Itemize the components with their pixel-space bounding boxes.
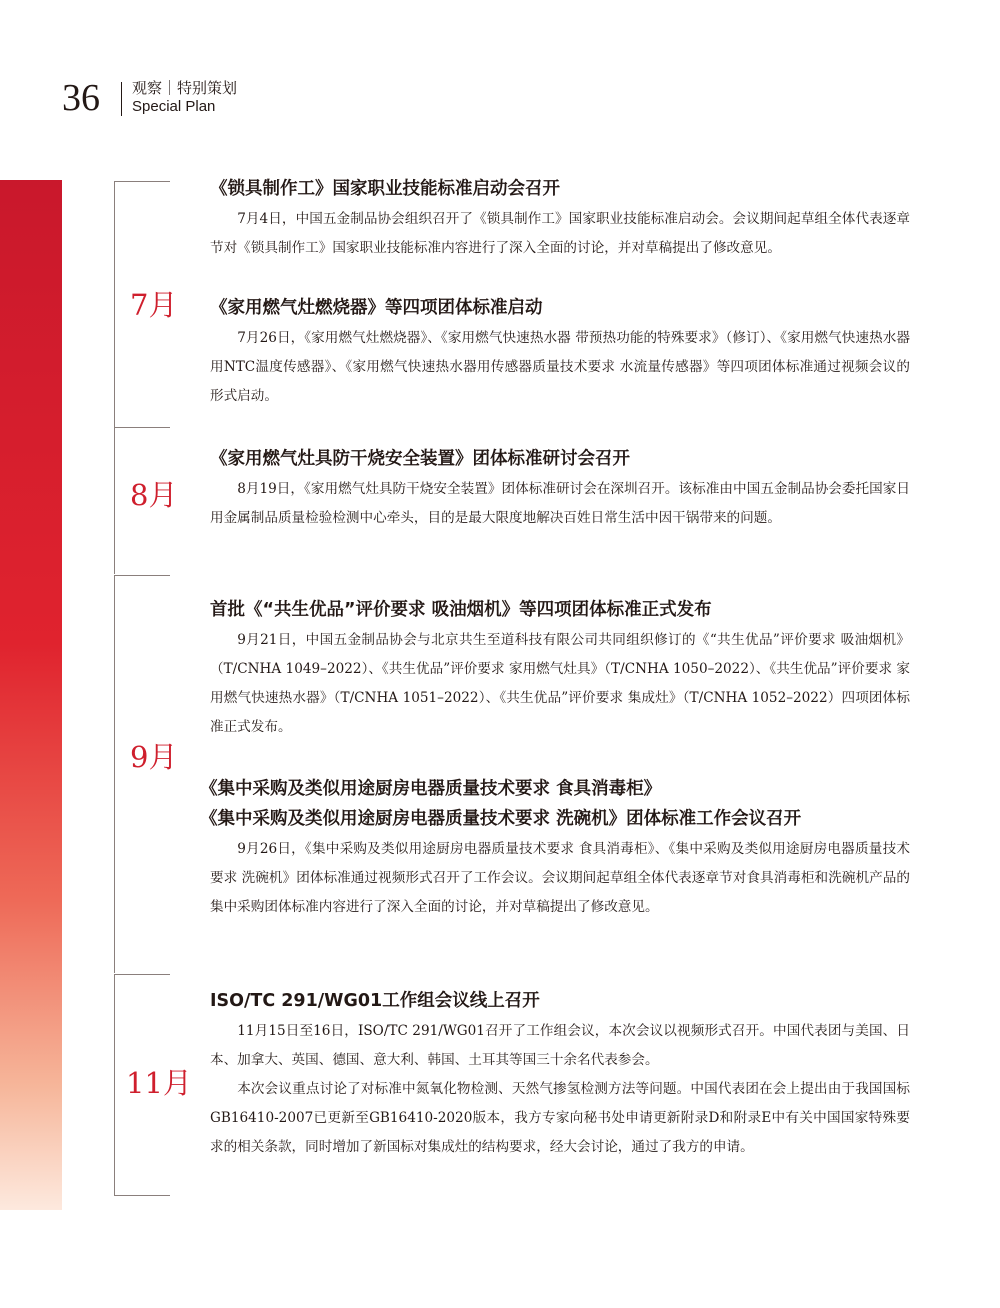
timeline-tick bbox=[114, 427, 170, 428]
page-number: 36 bbox=[62, 77, 100, 119]
timeline-line bbox=[114, 182, 115, 427]
entry-title-line-2: 《集中采购及类似用途厨房电器质量技术要求 洗碗机》团体标准工作会议召开 bbox=[200, 809, 802, 829]
timeline-tick bbox=[114, 974, 170, 975]
timeline-line bbox=[114, 428, 115, 574]
entry-body: 7月4日，中国五金制品协会组织召开了《锁具制作工》国家职业技能标准启动会。会议期间起草组全体代表逐章节对《锁具制作工》国家职业技能标准内容进行了深入全面的讨论，并对草稿提出了修改意见。 bbox=[210, 211, 910, 256]
news-entry bbox=[210, 176, 910, 263]
entry-title: ISO/TC 291/WG01工作组会议线上召开 bbox=[210, 991, 540, 1011]
news-entry bbox=[210, 988, 910, 1162]
entry-body: 9月26日，《集中采购及类似用途厨房电器质量技术要求 食具消毒柜》、《集中采购及类似用途厨房电器质量技术要求 洗碗机》团体标准通过视频形式召开了工作会议。会议期间起草组全体代表逐章节对食具消毒柜和洗碗机产品的集中采购团体标准内容进行了深入全面的讨论，并对草稿提出了修改意见。 bbox=[210, 841, 910, 915]
timeline-line bbox=[114, 975, 115, 1196]
section-title-en: Special Plan bbox=[132, 98, 216, 115]
entry-body: 7月26日，《家用燃气灶燃烧器》、《家用燃气快速热水器 带预热功能的特殊要求》（修订）、《家用燃气快速热水器用NTC温度传感器》、《家用燃气快速热水器用传感器质量技术要求 水流量传感器》等四项团体标准通过视频会议的形式启动。 bbox=[210, 330, 910, 404]
header-divider bbox=[121, 82, 122, 116]
month-label-september: 9月 bbox=[130, 740, 178, 774]
timeline-line bbox=[114, 576, 115, 973]
month-label-july: 7月 bbox=[130, 288, 178, 322]
timeline-tick bbox=[114, 1195, 170, 1196]
entry-title: 首批《“共生优品”评价要求 吸油烟机》等四项团体标准正式发布 bbox=[210, 600, 712, 620]
entry-body: 8月19日，《家用燃气灶具防干烧安全装置》团体标准研讨会在深圳召开。该标准由中国五金制品协会委托国家日用金属制品质量检验检测中心牵头，目的是最大限度地解决百姓日常生活中因干锅带来的问题。 bbox=[210, 481, 910, 526]
entry-title: 《锁具制作工》国家职业技能标准启动会召开 bbox=[210, 179, 560, 199]
month-label-november: 11月 bbox=[126, 1066, 192, 1100]
timeline-tick bbox=[114, 181, 170, 182]
entry-body: 9月21日，中国五金制品协会与北京共生至道科技有限公司共同组织修订的《“共生优品”评价要求 吸油烟机》（T/CNHA 1049–2022）、《共生优品”评价要求 家用燃气灶具》（T/CNHA 1050–2022）、《共生优品”评价要求 家用燃气快速热水器》（T/CNHA 1051–2022）、《共生优品”评价要求 集成灶》（T/CNHA 1052–2022）四项团体标准正式发布。 bbox=[210, 632, 910, 735]
entry-body-paragraph-2: 本次会议重点讨论了对标准中氮氧化物检测、天然气掺氢检测方法等问题。中国代表团在会上提出由于我国国标GB16410-2007已更新至GB16410-2020版本，我方专家向秘书处申请更新附录D和附录E中有关中国国家特殊要求的相关条款，同时增加了新国标对集成灶的结构要求，经大会讨论，通过了我方的申请。 bbox=[210, 1081, 910, 1155]
news-entry bbox=[210, 446, 910, 533]
news-entry bbox=[210, 597, 910, 742]
entry-title: 《家用燃气灶具防干烧安全装置》团体标准研讨会召开 bbox=[210, 449, 630, 469]
entry-body: 11月15日至16日，ISO/TC 291/WG01召开了工作组会议，本次会议以视频形式召开。中国代表团与美国、日本、加拿大、英国、德国、意大利、韩国、土耳其等国三十余名代表参会。 bbox=[210, 1023, 910, 1068]
news-entry bbox=[200, 776, 910, 922]
section-label bbox=[132, 79, 237, 117]
month-label-august: 8月 bbox=[130, 478, 178, 512]
section-title-cn: 观察｜特别策划 bbox=[132, 79, 238, 97]
news-entry bbox=[210, 295, 910, 411]
entry-title-line-1: 《集中采购及类似用途厨房电器质量技术要求 食具消毒柜》 bbox=[200, 779, 662, 799]
decorative-red-bar bbox=[0, 180, 62, 1210]
entry-title: 《家用燃气灶燃烧器》等四项团体标准启动 bbox=[210, 298, 543, 318]
timeline-tick bbox=[114, 575, 170, 576]
